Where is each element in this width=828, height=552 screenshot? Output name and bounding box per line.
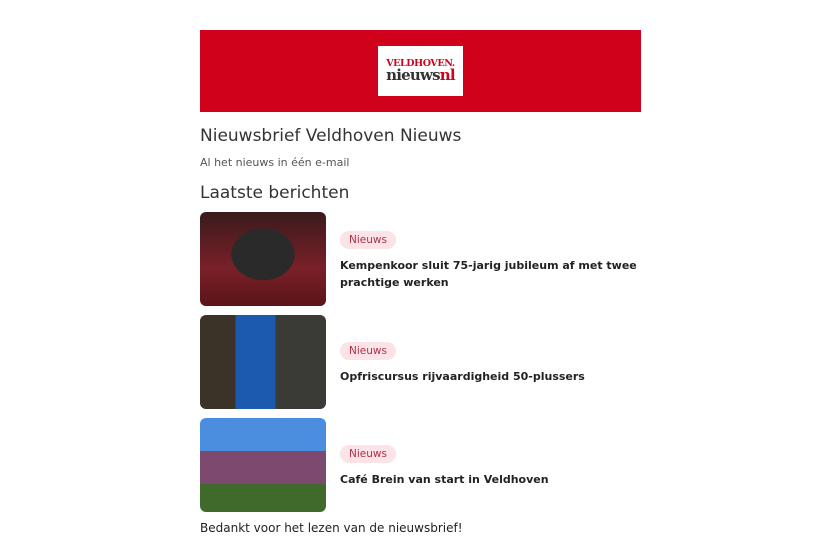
- category-badge: Nieuws: [340, 231, 396, 249]
- veldhoven-nieuws-logo[interactable]: [378, 46, 463, 96]
- post-item[interactable]: [200, 315, 641, 409]
- logo-line2: nieuwsnl: [386, 66, 455, 85]
- category-badge: Nieuws: [340, 342, 396, 360]
- post-title-link[interactable]: Café Brein van start in Veldhoven: [340, 473, 549, 486]
- category-badge: Nieuws: [340, 445, 396, 463]
- logo-line1: VELDHOVEN.: [386, 57, 455, 69]
- post-image[interactable]: [200, 315, 326, 409]
- footer-text: Bedankt voor het lezen van de nieuwsbrief!: [200, 521, 463, 535]
- post-item[interactable]: [200, 418, 641, 512]
- post-title-link[interactable]: Kempenkoor sluit 75-jarig jubileum af met twee prachtige werken: [340, 258, 637, 289]
- post-item[interactable]: [200, 212, 641, 306]
- newsletter-subtitle: Al het nieuws in één e-mail: [200, 156, 350, 169]
- post-image[interactable]: [200, 212, 326, 306]
- header-banner: [200, 30, 641, 112]
- newsletter-title: Nieuwsbrief Veldhoven Nieuws: [200, 126, 462, 146]
- post-image[interactable]: [200, 418, 326, 512]
- section-title: Laatste berichten: [200, 183, 350, 203]
- post-title-link[interactable]: Opfriscursus rijvaardigheid 50-plussers: [340, 370, 585, 383]
